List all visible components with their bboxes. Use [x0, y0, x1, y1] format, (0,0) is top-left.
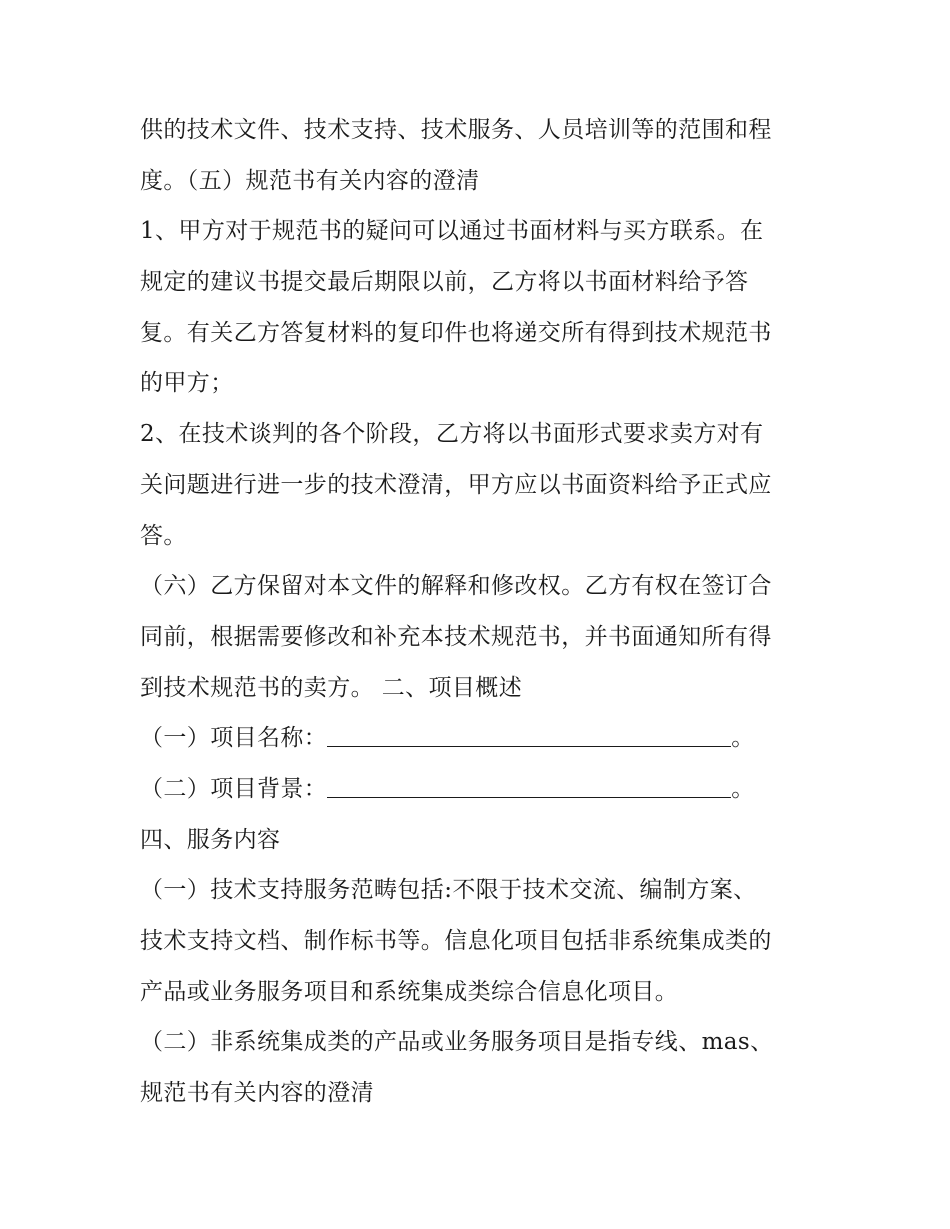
project-name-label: （一）项目名称： — [140, 725, 328, 752]
text-line: 技术支持文档、制作标书等。信息化项目包括非系统集成类的 — [140, 928, 772, 954]
text-line: （六）乙方保留对本文件的解释和修改权。乙方有权在签订合 — [140, 573, 772, 600]
text-line: 1、甲方对于规范书的疑问可以通过书面材料与买方联系。在 — [140, 218, 764, 245]
text-line: 答。 — [140, 522, 187, 549]
document-body — [140, 105, 820, 1119]
project-background-blank — [327, 771, 731, 798]
text-line: 规范书有关内容的澄清 — [140, 1080, 374, 1107]
text-line: 产品或业务服务项目和系统集成类综合信息化项目。 — [140, 978, 679, 1005]
text-line: 2、在技术谈判的各个阶段，乙方将以书面形式要求卖方对有 — [140, 421, 764, 448]
text-line: 同前，根据需要修改和补充本技术规范书，并书面通知所有得 — [140, 623, 772, 650]
text-line: 供的技术文件、技术支持、技术服务、人员培训等的范围和程 — [140, 117, 772, 143]
project-name-field-line — [140, 713, 820, 764]
text-line: （一）技术支持服务范畴包括:不限于技术交流、编制方案、 — [140, 877, 757, 904]
text-line: 度。（五）规范书有关内容的澄清 — [140, 167, 480, 194]
project-background-suffix: 。 — [731, 775, 755, 802]
section-heading-service-content: 四、服务内容 — [140, 826, 281, 853]
project-background-field-line — [140, 764, 820, 815]
project-name-suffix: 。 — [731, 725, 755, 752]
text-line: 到技术规范书的卖方。 二、项目概述 — [140, 674, 523, 701]
text-line: 关问题进行进一步的技术澄清，甲方应以书面资料给予正式应 — [140, 471, 772, 498]
text-line: 复。有关乙方答复材料的复印件也将递交所有得到技术规范书 — [140, 319, 772, 346]
project-name-blank — [327, 720, 731, 747]
text-line: （二）非系统集成类的产品或业务服务项目是指专线、mas、 — [140, 1029, 774, 1056]
project-background-label: （二）项目背景： — [140, 775, 328, 802]
text-line: 的甲方； — [140, 370, 234, 397]
text-line: 规定的建议书提交最后期限以前，乙方将以书面材料给予答 — [140, 269, 749, 296]
